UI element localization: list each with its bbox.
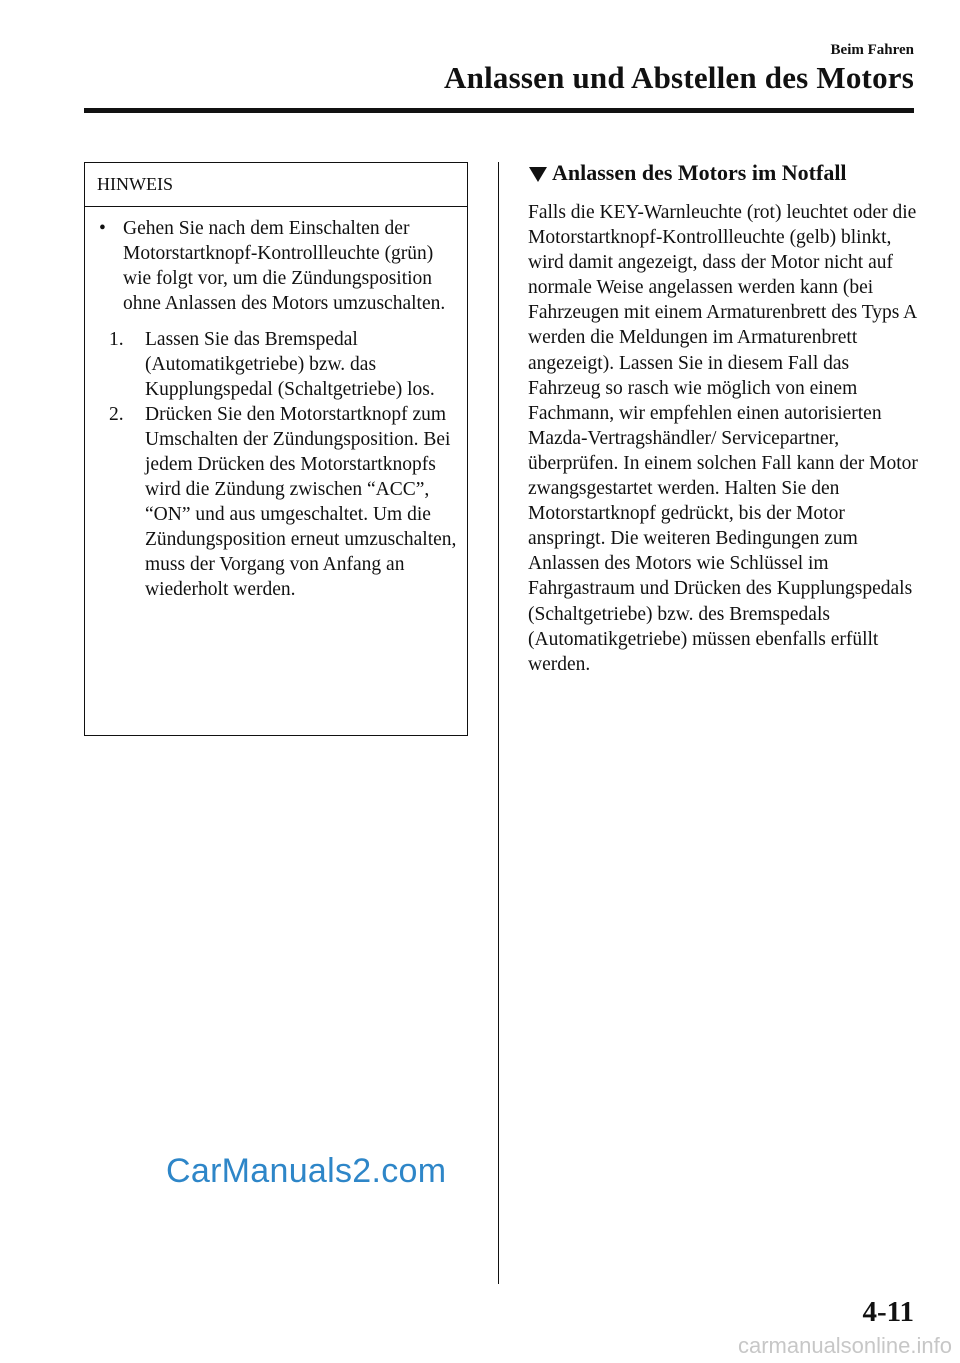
footer-watermark: carmanualsonline.info: [737, 1333, 952, 1358]
section-title: Anlassen des Motors im Notfall: [552, 160, 847, 185]
note-box: [84, 162, 468, 736]
header-section-label: Beim Fahren: [830, 42, 914, 58]
triangle-down-icon: [529, 167, 547, 182]
section-body: Falls die KEY-Warnleuchte (rot) leuchtet oder die Motorstartknopf-Kontrollleuchte (gelb) blinkt, wird damit angezeigt, dass der Motor nicht auf normale Weise angelassen werden kann (bei Fahrzeugen mit einem Armaturenbrett des Typs A werden die Meldungen im Armaturenbrett angezeigt). Lassen Sie in diesem Fall das Fahrzeug so rasch wie möglich von einem Fachmann, wir empfehlen einen autorisierten Mazda-Vertragshändler/ Servicepartner, überprüfen. In einem solchen Fall kann der Motor zwangsgestartet werden. Halten Sie den Motorstartknopf gedrückt, bis der Motor anspringt. Die weiteren Bedingungen zum Anlassen des Motors wie Schlüssel im Fahrgastraum und Drücken des Kupplungspedals (Schaltgetriebe) bzw. des Bremspedals (Automatikgetriebe) müssen ebenfalls erfüllt werden.: [528, 202, 918, 675]
watermark-logo: CarManuals2.com: [166, 1152, 447, 1190]
note-bullet: [97, 216, 459, 316]
note-body: [85, 207, 467, 602]
header-rule: [84, 108, 914, 113]
page-title: Anlassen und Abstellen des Motors: [444, 60, 914, 95]
bullet-icon: •: [99, 218, 106, 239]
step-number: 2.: [109, 404, 124, 425]
step-number: 1.: [109, 329, 124, 350]
step-text: Drücken Sie den Motorstartknopf zum Umschalten der Zündungsposition. Bei jedem Drücken des Motorstartknopfs wird die Zündung zwischen “ACC”, “ON” und aus umgeschaltet. Um die Zündungsposition erneut umzuschalten, muss der Vorgang von Anfang an wiederholt werden.: [145, 404, 457, 600]
step-text: Lassen Sie das Bremspedal (Automatikgetriebe) bzw. das Kupplungspedal (Schaltgetriebe) los.: [145, 329, 435, 400]
column-divider: [498, 162, 499, 1284]
page-number: 4-11: [862, 1296, 914, 1328]
note-steps: [97, 327, 459, 602]
note-step: [109, 402, 459, 602]
section-heading: [529, 160, 847, 186]
note-bullet-text: Gehen Sie nach dem Einschalten der Motorstartknopf-Kontrollleuchte (grün) wie folgt vor, um die Zündungsposition ohne Anlassen des Motors umzuschalten.: [123, 218, 446, 314]
note-step: [109, 327, 459, 402]
note-heading: HINWEIS: [85, 163, 467, 207]
